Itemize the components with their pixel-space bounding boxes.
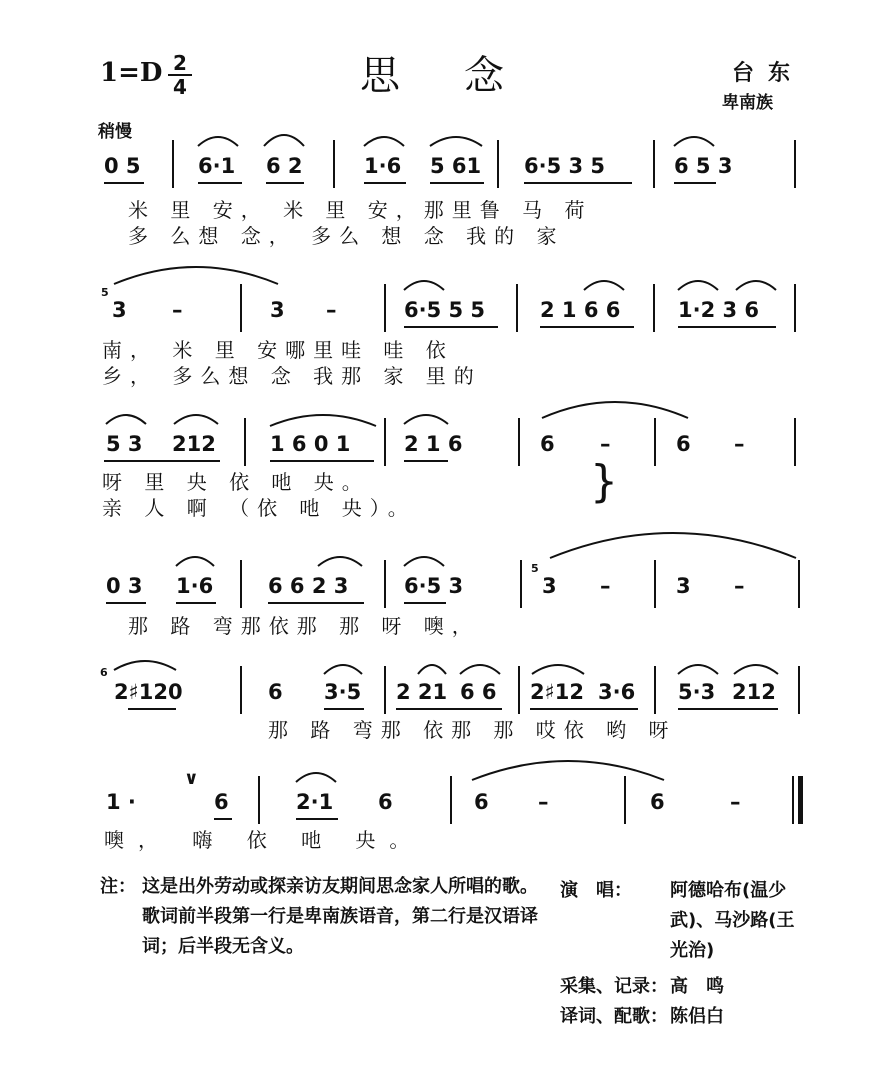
barline (520, 560, 522, 608)
barline (384, 418, 386, 466)
barline (624, 776, 626, 824)
underline (524, 182, 632, 184)
notes-measure: 6 (268, 680, 283, 704)
barline (654, 666, 656, 714)
grace-note: 6 (100, 666, 108, 679)
footnote-text: 这是出外劳动或探亲访友期间思念家人所唱的歌。歌词前半段第一行是卑南族语音，第二行是汉语译词；后半段无含义。 (142, 876, 538, 957)
slur (316, 552, 364, 568)
barline (244, 418, 246, 466)
lyric-line-1: 噢， 嗨 依 吔 央。 (104, 828, 424, 852)
underline (266, 182, 304, 184)
underline (540, 326, 634, 328)
slur (196, 132, 240, 148)
underline (324, 708, 364, 710)
notes-measure: 3 (112, 298, 127, 322)
barline (654, 418, 656, 466)
tempo-marking: 稍慢 (98, 122, 132, 142)
lyric-line-2: 亲 人 啊 （依 吔 央）。 (102, 496, 416, 520)
barline (792, 776, 794, 824)
notes-measure: 2♯120 (114, 680, 183, 704)
tie (470, 754, 666, 782)
barline (518, 418, 520, 466)
key-signature: 1=D (100, 58, 163, 88)
underline (430, 182, 484, 184)
notes-measure: – (734, 574, 745, 598)
translator-label: 译词、配歌： (560, 1006, 668, 1027)
slur (458, 660, 502, 676)
notes-measure: 3·5 (324, 680, 362, 704)
slur (582, 276, 626, 292)
performer-label: 演 唱： (560, 880, 632, 901)
notes-measure: 6 (650, 790, 665, 814)
notes-measure: 3 (270, 298, 285, 322)
underline (214, 818, 232, 820)
slur (294, 768, 338, 784)
time-signature-top: 2 (173, 51, 187, 75)
notes-measure: 212 (172, 432, 216, 456)
slur (112, 656, 178, 672)
notes-measure: 6 (676, 432, 691, 456)
notes-measure: – (730, 790, 741, 814)
notes-measure: 1·2 3 6 (678, 298, 760, 322)
translator-value: 陈侣白 (670, 1006, 724, 1027)
notes-measure: 1·6 (364, 154, 402, 178)
notes-measure: 2 1 6 6 (540, 298, 621, 322)
notes-measure: 6 6 (460, 680, 497, 704)
notes-measure: 6 2 (266, 154, 303, 178)
ethnic-group-label: 卑南族 (722, 93, 773, 113)
underline (364, 182, 406, 184)
notes-measure: 6 (474, 790, 489, 814)
slur (174, 552, 216, 568)
notes-measure: 212 (732, 680, 776, 704)
footnote-label: 注： (100, 876, 136, 897)
slur (732, 660, 780, 676)
underline (198, 182, 242, 184)
final-barline (798, 776, 803, 824)
lyric-line-1: 那 路 弯那 依那 那 哎依 哟 呀 (268, 718, 677, 742)
underline (678, 708, 778, 710)
lyric-line-2: 多 么想 念， 多么 想 念 我的 家 (128, 224, 565, 248)
region-label: 台东 (732, 61, 805, 86)
underline (268, 602, 364, 604)
notes-measure: 6 5 3 (674, 154, 733, 178)
underline (104, 460, 220, 462)
tie (112, 260, 280, 286)
slur (428, 132, 484, 148)
barline (240, 560, 242, 608)
notes-measure: – (172, 298, 183, 322)
notes-measure: 2·1 (296, 790, 334, 814)
notes-measure: 6·5 3 5 (524, 154, 606, 178)
lyric-line-1: 米 里 安， 米 里 安，那里鲁 马 荷 (128, 198, 593, 222)
underline (404, 602, 446, 604)
underline (674, 182, 716, 184)
slur (262, 128, 306, 148)
notes-measure: 6·1 (198, 154, 236, 178)
notes-measure: 6 (378, 790, 393, 814)
notes-measure: 2 1 6 (404, 432, 463, 456)
barline (653, 140, 655, 188)
barline (497, 140, 499, 188)
lyric-line-2: 乡， 多么想 念 我那 家 里的 (102, 364, 482, 388)
notes-measure: – (600, 574, 611, 598)
repeat-brace-icon: } (590, 456, 618, 507)
underline (404, 326, 498, 328)
lyric-line-1: 南， 米 里 安哪里哇 哇 依 (102, 338, 454, 362)
underline (396, 708, 502, 710)
barline (653, 284, 655, 332)
notes-measure: 3 (676, 574, 691, 598)
notes-measure: 6 6 2 3 (268, 574, 349, 598)
slur (402, 552, 446, 568)
notes-measure: 2♯12 (530, 680, 584, 704)
notes-measure: 5 3 (106, 432, 143, 456)
notes-measure: 3 (542, 574, 557, 598)
lyric-line-1: 呀 里 央 依 吔 央。 (102, 470, 370, 494)
notes-measure: – (538, 790, 549, 814)
barline (794, 418, 796, 466)
slur (734, 276, 778, 292)
underline (176, 602, 216, 604)
notes-measure: – (734, 432, 745, 456)
underline (106, 602, 146, 604)
grace-note: 5 (101, 286, 109, 299)
slur (416, 660, 448, 676)
collector-value: 高 鸣 (670, 976, 724, 997)
barline (384, 666, 386, 714)
notes-measure: 6 (540, 432, 555, 456)
notes-measure: 6 (214, 790, 229, 814)
notes-measure: 0 3 (106, 574, 143, 598)
slur (676, 660, 720, 676)
slur (322, 660, 364, 676)
notes-measure: 1 6 0 1 (270, 432, 351, 456)
time-signature-bottom: 4 (168, 74, 192, 98)
slur (172, 410, 220, 426)
grace-note: 5 (531, 562, 539, 575)
barline (794, 140, 796, 188)
underline (530, 708, 638, 710)
notes-measure: 2 21 (396, 680, 448, 704)
barline (450, 776, 452, 824)
notes-measure: 1 · (106, 790, 136, 814)
time-signature (168, 52, 192, 98)
slur (104, 410, 148, 426)
barline (172, 140, 174, 188)
collector-label: 采集、记录： (560, 976, 668, 997)
underline (128, 708, 176, 710)
notes-measure: 3·6 (598, 680, 636, 704)
slur (530, 660, 586, 676)
barline (798, 560, 800, 608)
barline (516, 284, 518, 332)
slur (402, 410, 450, 426)
underline (678, 326, 776, 328)
barline (240, 284, 242, 332)
barline (654, 560, 656, 608)
slur (402, 276, 446, 292)
notes-measure: 0 5 (104, 154, 141, 178)
slur (362, 132, 406, 148)
barline (794, 284, 796, 332)
underline (296, 818, 338, 820)
barline (240, 666, 242, 714)
underline (404, 460, 448, 462)
song-title: 思念 (360, 53, 568, 99)
notes-measure: – (600, 432, 611, 456)
lyric-line-1: 那 路 弯那依那 那 呀 噢， (128, 614, 480, 638)
breath-mark-icon: ∨ (184, 768, 199, 789)
slur (672, 132, 716, 148)
performer-value: 阿德哈布(温少武)、马沙路(王光治) (670, 880, 795, 961)
underline (104, 182, 144, 184)
barline (258, 776, 260, 824)
slur (268, 410, 378, 428)
barline (384, 560, 386, 608)
barline (798, 666, 800, 714)
notes-measure: 1·6 (176, 574, 214, 598)
slur (676, 276, 720, 292)
underline (270, 460, 374, 462)
tie (540, 396, 690, 420)
notes-measure: – (326, 298, 337, 322)
notes-measure: 6·5 3 (404, 574, 464, 598)
barline (333, 140, 335, 188)
notes-measure: 5·3 (678, 680, 716, 704)
notes-measure: 6·5 5 5 (404, 298, 486, 322)
barline (384, 284, 386, 332)
notes-measure: 5 61 (430, 154, 482, 178)
tie (548, 524, 798, 560)
barline (518, 666, 520, 714)
